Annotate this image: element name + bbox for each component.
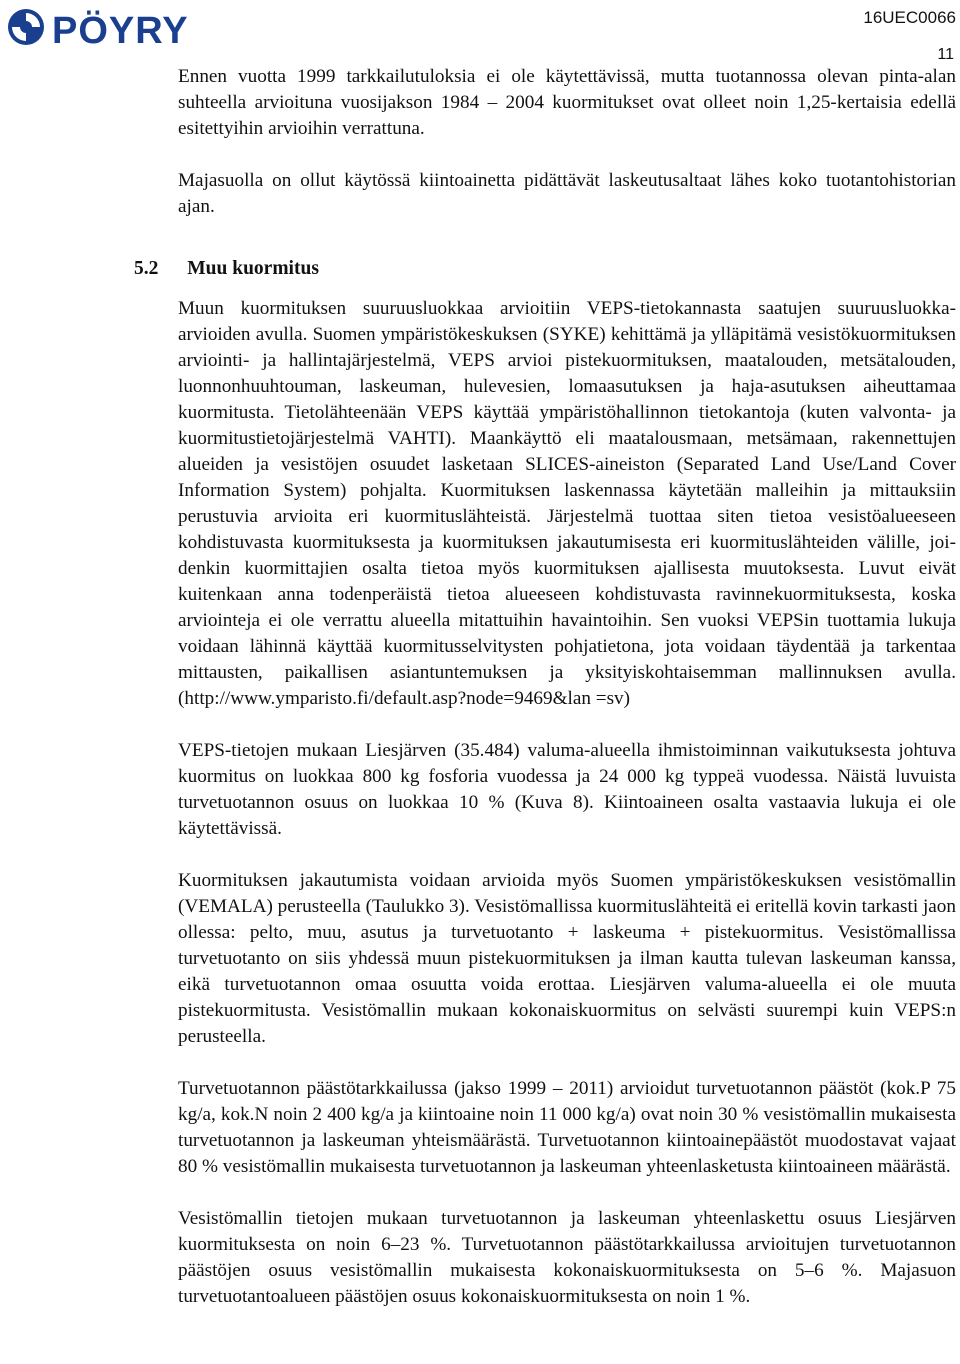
section-paragraph-4: Turvetuotannon päästötarkkailussa (jakso 1999 – 2011) arvioidut turvetuotannon päästöt (kok.P 75 kg/a, kok.N noin 2 400 kg/a ja kiintoaine noin 11 000 kg/a) ovat noin 30 % vesistömallin mukaisesta turvetuotannon ja laskeuman yhteismäärästä. Turvetuotannon kiintoainepäästöt muodostavat vajaat 80 % vesistömallin mukaisesta turvetuotannon ja laskeuman yhteenlasketusta kiintoaineen määrästä. [178, 1078, 956, 1177]
section-heading [134, 258, 319, 280]
page-number: 11 [937, 46, 954, 63]
section-paragraph-5: Vesistömallin tietojen mukaan turvetuotannon ja laskeuman yhteenlaskettu osuus Liesjärven kuormituksesta on noin 6–23 %. Turvetuotannon päästötarkkailussa arvioitujen turvetuotannon päästöjen osuus vesistömallin mukaisesta kokonaiskuormituksesta on 5–6 %. Majasuon turvetuotantoalueen päästöjen osuus kokonaiskuormituksesta on noin 1 %. [178, 1208, 956, 1307]
poyry-logo-mark [6, 6, 246, 48]
section-title: Muu kuormitus [187, 258, 319, 279]
logo-wordmark: PÖYRY [52, 10, 189, 48]
intro-paragraph-2: Majasuolla on ollut käytössä kiintoainetta pidättävät laskeutusaltaat lähes koko tuotantohistorian ajan. [178, 170, 956, 217]
section-number: 5.2 [134, 258, 159, 279]
document-code: 16UEC0066 [863, 8, 956, 27]
section-paragraph-2: VEPS-tietojen mukaan Liesjärven (35.484) valuma-alueella ihmistoiminnan vaikutuksesta johtuva kuormitus on luokkaa 800 kg fosforia vuodessa ja 24 000 kg typpeä vuodessa. Näistä luvuista turvetuotannon osuus on luokkaa 10 % (Kuva 8). Kiintoaineen osalta vastaavia lukuja ei ole käytettävissä. [178, 740, 956, 839]
page-header [0, 0, 960, 63]
intro-section [178, 64, 956, 246]
intro-paragraph-1: Ennen vuotta 1999 tarkkailutuloksia ei ole käytettävissä, mutta tuotannossa olevan pinta-alan suhteella arvioituna vuosijakson 1984 – 2004 kuormitukset ovat olleet noin 1,25-kertaisia edellä esitettyihin arvioihin verrattuna. [178, 66, 956, 139]
poyry-logo [6, 6, 246, 48]
section-paragraph-1: Muun kuormituksen suuruusluokkaa arvioitiin VEPS-tietokannasta saatujen suuruusluokka-arvioiden avulla. Suomen ympäristökeskuksen (SYKE) kehittämä ja ylläpitämä vesistökuormituksen arviointi- ja hallintajärjestelmä, VEPS arvioi pistekuormituksen, maatalouden, metsätalouden, luonnonhuuhtouman, laskeuman, hulevesien, lomaasutuksen ja haja-asutuksen aiheuttamaa kuormitusta. Tietolähteenään VEPS käyttää ympäristöhallinnon tietokantoja (kuten valvonta- ja kuormitustietojärjestelmä VAHTI). Maankäyttö eli maatalousmaan, metsämaan, rakennettujen alueiden ja vesistöjen osuudet lasketaan SLICES-aineiston (Separated Land Use/Land Cover Information System) pohjalta. Kuormituksen laskennassa käytetään malleihin ja mittauksiin perustuvia arvioita eri kuormituslähteistä. Järjestelmä tuottaa siten tietoa vesistöalueeseen kohdistuvasta kuormituksesta ja kuormituksen jakautumisesta eri kuormituslähteiden välille, joidenkin kuormittajien osalta tietoa myös kuormituksen ajallisesta muutoksesta. Luvut eivät kuitenkaan anna todenperäistä tietoa alueeseen kohdistuvasta ravinnekuormituksesta, koska arviointeja ei ole verrattu alueella mitattuihin havaintoihin. Sen vuoksi VEPSin tuottamia lukuja voidaan lähinnä käyttää kuormitusselvitysten pohjatietona, jota voidaan täydentää ja tarkentaa mittausten, paikallisen asiantuntemuksen ja yksityiskohtaisemman mallinnuksen avulla. (http://www.ymparisto.fi/default.asp?node=9469&lan =sv) [178, 298, 956, 709]
section-body [178, 296, 956, 1336]
section-paragraph-3: Kuormituksen jakautumista voidaan arvioida myös Suomen ympäristökeskuksen vesistömallin (VEMALA) perusteella (Taulukko 3). Vesistömallissa kuormituslähteitä ei eritellä kovin tarkasti jaon ollessa: pelto, muu, asutus ja turvetuotanto + laskeuma + pistekuormitus. Vesistömallissa turvetuotanto on siis yhdessä muun pistekuormituksen ja ilman kautta tulevan laskeuman kanssa, eikä turvetuotannon omaa osuutta voida erottaa. Liesjärven valuma-alueella ei ole muuta pistekuormitusta. Vesistömallin mukaan kokonaiskuormitus on selvästi suurempi kuin VEPS:n perusteella. [178, 870, 956, 1047]
